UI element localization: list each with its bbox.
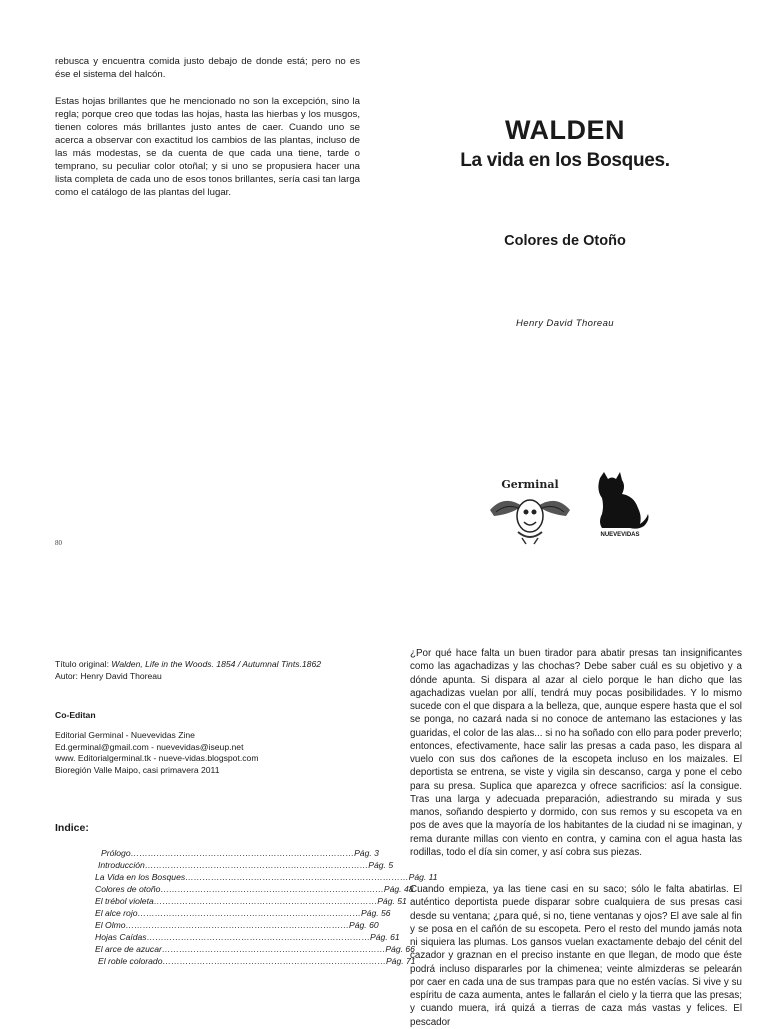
toc-item [95, 943, 415, 955]
toc-item-label: Introducción [98, 860, 145, 870]
toc-item-label: El roble colorado [98, 956, 163, 966]
toc-item [95, 919, 379, 931]
toc-item [95, 883, 414, 895]
toc-item-label: El alce rojo [95, 908, 138, 918]
body-paragraph-1: rebusca y encuentra comida justo debajo de donde está; pero no es ése el sistema del halcón. [55, 56, 360, 80]
index-heading: Indice: [55, 822, 89, 834]
toc-item-label: Colores de otoño [95, 884, 161, 894]
credit-line-4: Bioregión Valle Maipo, casi primavera 2011 [55, 764, 220, 775]
toc-item-label: La Vida en los Bosques [95, 872, 186, 882]
toc-item-label: Hojas Caídas [95, 932, 147, 942]
toc-item-label: Prólogo [101, 848, 131, 858]
essay-paragraph-1: ¿Por qué hace falta un buen tirador para abatir presas tan insignificantes como las agachadizas y las chochas? Debe saber cuál es su objetivo y a dónde apunta. Si dispara al azar al cielo porque le han dicho que las agachadizas vuelan por allí, tendrá muy pocas posibilidades. Y lo mismo sucede con el que dispara a la belleza, que, aunque espere hasta que el sol se ponga, no cazará nada si no conoce de antemano las estaciones y las guaridas, el color de las alas... si no ha soñado con ello para poder preverlo; entonces, efectivamente, hace salir las presas a cada paso, les dispara al vuelo con sus dos cañones de la escopeta incluso en los maizales. El deportista se entrena, se viste y vigila sin descanso, carga y pone el cebo para su presa. Suplica que aparezca y ofrece sacrificios: así la consigue. Tras una larga y adecuada preparación, adiestrando su mirada y sus manos, soñando despierto y dormido, con sus remos y su escopeta va en pos de aves que la mayoría de los habitantes de la ciudad ni se imaginan, y rema durante millas con viento en contra, y camina con el agua hasta las rodillas, todo el día sin comer, y así cobra sus piezas. [410, 648, 742, 858]
book-subtitle: La vida en los Bosques. [460, 150, 670, 171]
toc-item-page: Pág. 66 [385, 944, 415, 954]
toc-item [95, 955, 416, 967]
nuevevidas-logo-text: NUEVEVIDAS [600, 532, 640, 538]
toc-item [95, 931, 400, 943]
germinal-logo [482, 472, 578, 546]
toc-leader-dots: …………………………………………………………………… [161, 944, 386, 954]
coeditan-lines [55, 730, 258, 776]
toc-leader-dots: …………………………………………………………………… [162, 956, 386, 966]
toc-item-label: El trébol violeta [95, 896, 154, 906]
coeditan-heading: Co-Editan [55, 710, 96, 720]
toc-item-page: Pág. 61 [370, 932, 400, 942]
original-title-value: Walden, Life in the Woods. 1854 / Autumnal Tints.1862 [111, 659, 322, 669]
toc-item-page: Pág. 5 [368, 860, 394, 870]
toc-item-page: Pág. 56 [360, 908, 391, 918]
toc-leader-dots: …………………………………………………………………… [146, 932, 371, 942]
page-number: 80 [55, 539, 62, 547]
credits-block [55, 659, 321, 682]
toc-leader-dots: …………………………………………………………………… [160, 884, 384, 894]
toc-item-page: Pág. 48 [383, 884, 414, 894]
original-title-line [55, 659, 321, 671]
cover-author: Henry David Thoreau [516, 318, 614, 329]
toc-item-page: Pág. 71 [385, 956, 416, 966]
toc-item-label: El Olmo [95, 920, 126, 930]
toc-leader-dots: …………………………………………………………………… [130, 848, 355, 858]
credit-line-1: Editorial Germinal - Nuevevidas Zine [55, 730, 195, 740]
toc-leader-dots: …………………………………………………………………… [144, 860, 369, 870]
body-paragraph-2: Estas hojas brillantes que he mencionado no son la excepción, sino la regla; porque creo que todas las hojas, hasta las hierbas y los musgos, tienen colores más brillantes justo antes de caer. Cuando uno se acerca a observar con exactitud los cambios de las plantas, incluso de las más modestas, se da cuenta de que cada una tiene, tarde o temprano, su peculiar color otoñal; y si uno se propusiera hacer una lista completa de cada uno de esos tonos brillantes, sería casi tan larga como el catálogo de las plantas del lugar. [55, 96, 360, 198]
toc-item [95, 871, 438, 883]
toc-item [95, 907, 391, 919]
toc-item-label: El arce de azucar [95, 944, 162, 954]
toc-item-page: Pág. 60 [349, 920, 379, 930]
toc-leader-dots: …………………………………………………………………… [153, 896, 378, 906]
credit-line-2: Ed.germinal@gmail.com - nuevevidas@iseup.net [55, 741, 244, 752]
toc-leader-dots: …………………………………………………………………… [125, 920, 349, 930]
toc-leader-dots: …………………………………………………………………… [137, 908, 361, 918]
toc-leader-dots: …………………………………………………………………… [185, 872, 409, 882]
toc-item [95, 895, 407, 907]
germinal-logo-text: Germinal [501, 478, 559, 491]
toc-item [95, 859, 394, 871]
book-title: WALDEN [505, 115, 625, 145]
toc-item-page: Pág. 51 [377, 896, 407, 906]
essay-paragraph-2: Cuando empieza, ya las tiene casi en su saco; sólo le falta abatirlas. El auténtico deportista puede disparar sobre cualquiera de sus presas casi desde su ventana; ¿para qué, si no, tiene ventanas y ojos? El ave sale al fin y se posa en el cañón de su escopeta. Pero el resto del mundo jamás nota ni siquiera las plumas. Los gansos vuelan exactamente debajo del cénit del cazador y graznan en el preciso instante en que llegan, de modo que éste podrá incluso dispararles por la chimenea; veinte almizderas se pelearán por caer en cada una de sus trampas para que no estén vacías. Si vive y su espíritu de caza aumenta, antes le fallarán el cielo y la tierra que las presas; y cuando muera, irá quizá a tierras de caza más vastas y felices. El pescador [410, 884, 742, 1028]
toc-item [95, 847, 379, 859]
original-title-label: Título original: [55, 659, 112, 669]
author-line: Autor: Henry David Thoreau [55, 670, 162, 681]
cat-logo [590, 470, 650, 538]
toc-item-page: Pág. 11 [408, 872, 438, 882]
toc-item-page: Pág. 3 [354, 848, 379, 858]
credit-line-3: www. Editorialgerminal.tk - nueve-vidas.blogspot.com [55, 753, 259, 763]
table-of-contents [95, 847, 438, 967]
essay-title: Colores de Otoño [504, 233, 626, 249]
